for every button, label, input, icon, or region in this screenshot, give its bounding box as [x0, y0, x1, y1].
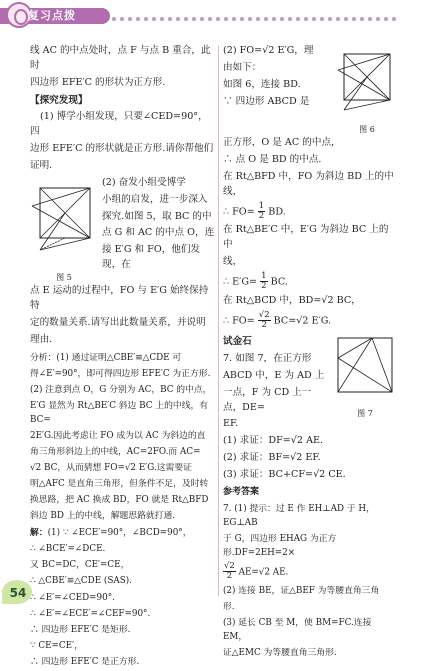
solution-line: ∴ ∠BCE′=∠DCE. — [30, 544, 106, 555]
r1-line: 如图 6，连接 BD. — [223, 78, 301, 90]
fraction-num: 1 — [261, 270, 267, 281]
header-dots — [112, 12, 412, 20]
test-line: ABCD 中，E 为 AD 上 — [223, 369, 325, 381]
answer-line: 于 G，四边形 EHAG 为正方形.DF=2EH=2× — [223, 533, 337, 559]
r1-line: ∵ 四边形 ABCD 是 — [223, 95, 310, 107]
rt-bcd-line: 在 Rt△BCD 中，BD=√2 BC， — [223, 294, 361, 306]
eg-formula-label: ∴ E′G= — [223, 276, 258, 288]
solution-line: (1) ∵ ∠ECE′=90°，∠BCD=90°， — [47, 528, 192, 539]
solution-line: ∴ 四边形 EFE′C 是矩形. — [30, 624, 131, 635]
fraction-den: 2 — [258, 211, 265, 222]
figure-6-label: 图 6 — [359, 124, 375, 134]
fo2-end: BC=√2 E′G. — [273, 314, 332, 326]
figure-6-diagram — [336, 44, 398, 118]
answer-line: 形. — [223, 601, 235, 612]
fraction-half — [258, 202, 265, 222]
test-title: 试金石 — [223, 336, 252, 348]
test-line: 一点，F 为 CD 上一点，DE= — [223, 386, 312, 413]
analysis-line: 分析：(1) 通过证明△CBE′≌△CDE 可 — [30, 352, 182, 363]
figure-7-diagram — [332, 332, 398, 402]
q2-line: 点 G 和 AC 的中点 O，连 — [102, 227, 215, 239]
analysis-line: (2) 注意到点 O，G 分别为 AC，BC 的中点， — [30, 384, 212, 395]
fraction-den: 2 — [226, 571, 233, 582]
test-item: (1) 求证：DF=√2 AE. — [223, 435, 324, 447]
intro-line: 四边形 EFE′C 的形状为正方形. — [30, 76, 166, 88]
page-number: 54 — [9, 586, 27, 600]
fraction-sqrt2 — [223, 562, 236, 582]
answer-line: (2) 连接 BE，证△BEF 为等腰直角三角 — [223, 585, 380, 596]
fraction-sqrt2 — [258, 311, 271, 331]
figure-7 — [332, 332, 398, 434]
header-title: 复习点拨 — [28, 9, 76, 22]
figure-5-diagram — [30, 176, 98, 266]
test-item: (3) 求证：BC+CF=√2 CE. — [223, 469, 346, 481]
q2-line: 探究.如图 5，取 BC 的中 — [102, 210, 212, 222]
figure-7-label: 图 7 — [357, 409, 373, 419]
page-number-badge — [2, 580, 34, 604]
fraction-num: √2 — [224, 561, 235, 572]
analysis-line: E′G 显然为 Rt△BE′C 斜边 BC 上的中线，有 BC= — [30, 400, 209, 425]
fo-formula-label: ∴ FO= — [223, 206, 255, 218]
q2-line: 理由. — [30, 333, 53, 345]
page-header — [0, 0, 427, 38]
q1-line: 边形 EFE′C 的形状就是正方形.请你帮他们 — [30, 143, 214, 155]
analysis-line: √2 BC，从而猜想 FO=√2 E′G.这需要证 — [30, 463, 192, 473]
column-divider — [218, 46, 219, 596]
right-column — [223, 44, 398, 662]
fraction-num: √2 — [258, 309, 270, 320]
mid-line: 线， — [223, 256, 243, 268]
r1-line: 正方形，O 是 AC 的中点， — [223, 137, 341, 149]
answer-title: 参考答案 — [223, 486, 260, 497]
r1-line: (2) FO=√2 E′G，理 — [223, 45, 314, 56]
q2-line: 接 E′G 和 FO，他们发现，在 — [102, 244, 201, 271]
fraction-num: 1 — [258, 200, 265, 211]
analysis-line: 得∠E′=90°，即可得四边形 EFE′C 为正方形. — [30, 368, 211, 379]
figure-5-label: 图 5 — [56, 272, 72, 282]
bd-text: BD. — [268, 206, 286, 218]
answer-line: 证△EMC 为等腰直角三角形. — [223, 648, 337, 659]
solution-line: ∴ 四边形 EFE′C 是正方形. — [30, 656, 140, 667]
solution-line: ∵ CE=CE′， — [30, 640, 83, 651]
q1-line: (1) 博学小组发现，只要∠CED=90°，四 — [30, 111, 208, 138]
figure-6 — [336, 44, 398, 136]
q2-line: (2) 奋发小组受博学 — [102, 176, 186, 188]
q2-line: 点 E 运动的过程中，FO 与 E′G 始终保持特 — [30, 285, 209, 311]
solution-line: ∴ △CBE′≌△CDE (SAS). — [30, 576, 132, 587]
fraction-half — [260, 272, 267, 292]
solution-line: ∴ ∠E′=∠ECE′=∠CEF=90°. — [30, 608, 151, 619]
solution-label: 解： — [30, 528, 48, 539]
test-item: (2) 求证：BF=√2 EF. — [223, 452, 321, 464]
test-line: EF. — [223, 418, 239, 430]
analysis-line: 明△AFC 是直角三角形，但条件不足，及时转 — [30, 479, 209, 490]
fraction-den: 2 — [261, 319, 267, 330]
analysis-line: 斜边 BD 上的中线，解题思路就打通. — [30, 511, 176, 522]
answer-line: 7. (1) 提示：过 E 作 EH⊥AD 于 H，EG⊥AB — [223, 503, 375, 528]
analysis-line: 角三角形斜边上的中线，AC=2FO.而 AC= — [30, 446, 201, 457]
r1-line: 在 Rt△BFD 中，FO 为斜边 BD 上的中线， — [223, 170, 394, 197]
fraction-den: 2 — [261, 281, 267, 292]
q2-line: 小组的启发，进一步深入 — [102, 193, 208, 205]
intro-line: 线 AC 的中点处时，点 F 与点 B 重合，此时 — [30, 45, 211, 71]
solution-line: 又 BC=DC，CE′=CE， — [30, 560, 130, 571]
bc-text: BC. — [270, 276, 288, 288]
r1-line: 由如下： — [223, 61, 262, 73]
left-column — [30, 44, 215, 671]
answer-line: (3) 延长 CB 至 M，使 BM=FC.连接 EM， — [223, 617, 372, 642]
r1-line: ∴ 点 O 是 BD 的中点. — [223, 154, 322, 166]
analysis-line: 2E′G.因此考虑让 FO 成为以 AC 为斜边的直 — [30, 430, 206, 441]
test-line: 7. 如图 7，在正方形 — [223, 353, 312, 365]
mid-line: 在 Rt△BE′C 中，E′G 为斜边 BC 上的中 — [223, 224, 389, 251]
answer-end: AE=√2 AE. — [238, 567, 289, 578]
analysis-line: 换思路，把 AC 换成 BD，FO 就是 Rt△BFD — [30, 495, 209, 506]
section-title: 【探究发现】 — [30, 94, 88, 106]
q1-line: 证明. — [30, 160, 53, 172]
solution-line: ∴ ∠E′=∠CED=90°. — [30, 592, 115, 603]
fo2-formula-label: ∴ FO= — [223, 314, 255, 326]
q2-line: 定的数量关系.请写出此数量关系，并说明 — [30, 316, 206, 328]
figure-5 — [30, 176, 98, 284]
